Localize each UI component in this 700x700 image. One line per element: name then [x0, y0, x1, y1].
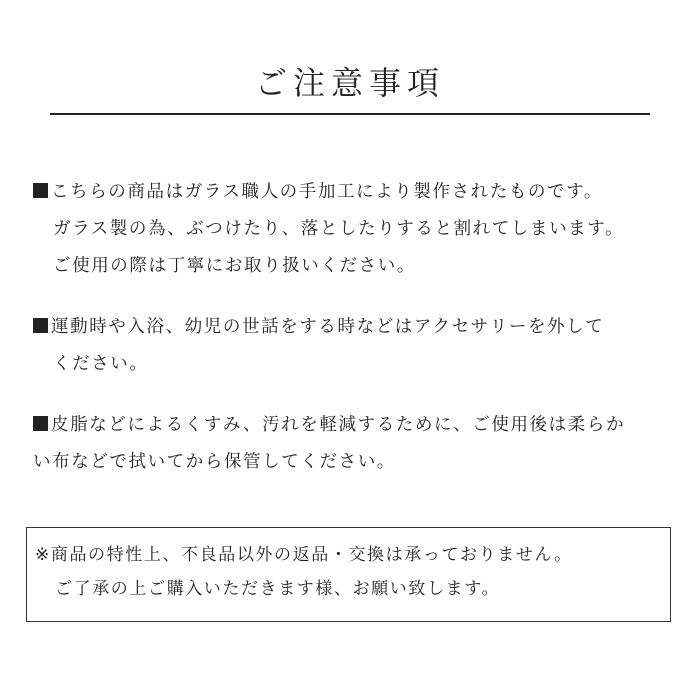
notice-line — [33, 407, 673, 444]
notice-item — [33, 174, 673, 285]
title-divider — [50, 113, 650, 115]
square-bullet-icon — [33, 318, 48, 333]
notice-line: い布などで拭いてから保管してください。 — [33, 452, 396, 472]
disclaimer-line: ※商品の特性上、不良品以外の返品・交換は承っておりません。 — [35, 545, 573, 565]
disclaimer-line: ご了承の上ご購入いただきます様、お願い致します。 — [55, 579, 501, 599]
notice-item — [33, 309, 673, 383]
notice-line — [33, 174, 673, 211]
square-bullet-icon — [33, 416, 48, 431]
notice-line: ください。 — [53, 354, 149, 374]
notice-item — [33, 407, 673, 481]
square-bullet-icon — [33, 183, 48, 198]
notice-text: 皮脂などによるくすみ、汚れを軽減するために、ご使用後は柔らか — [51, 415, 626, 435]
notice-line: ご使用の際は丁寧にお取り扱いください。 — [53, 256, 416, 276]
page-title: ご注意事項 — [254, 64, 445, 102]
disclaimer — [35, 538, 655, 606]
notice-text: こちらの商品はガラス職人の手加工により製作されたものです。 — [51, 182, 603, 202]
notice-line — [33, 309, 673, 346]
notice-text: 運動時や入浴、幼児の世話をする時などはアクセサリーを外して — [51, 317, 605, 337]
notice-line: ガラス製の為、ぶつけたり、落としたりすると割れてしまいます。 — [53, 219, 625, 239]
disclaimer-box — [26, 527, 671, 622]
